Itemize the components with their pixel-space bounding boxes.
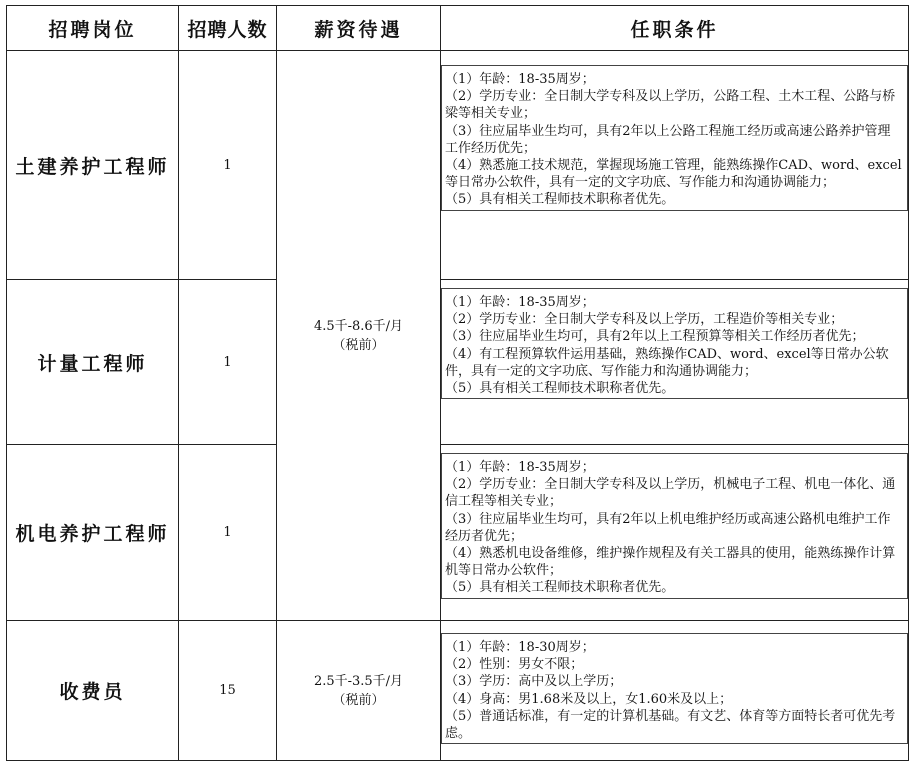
requirement-item: （1）年龄：18-35周岁； bbox=[445, 72, 595, 87]
requirement-item: （3）往应届毕业生均可，具有2年以上机电维护经历或高速公路机电维护工作经历者优先； bbox=[445, 511, 891, 544]
recruitment-table bbox=[6, 5, 909, 761]
count-cell: 15 bbox=[179, 621, 277, 761]
requirement-item: （5）普通话标准，有一定的计算机基础。有文艺、体育等方面特长者可优先考虑。 bbox=[445, 708, 896, 742]
requirement-item: （5）具有相关工程师技术职称者优先。 bbox=[445, 192, 675, 208]
salary-cell bbox=[277, 621, 441, 761]
requirement-item: （4）熟悉机电设备维修，维护操作规程及有关工器具的使用，能熟练操作计算机等日常办公软件； bbox=[445, 546, 896, 579]
salary-note: （税前） bbox=[332, 337, 385, 353]
requirements-list bbox=[441, 288, 908, 399]
requirement-item: （4）有工程预算软件运用基础，熟练操作CAD、word、excel等日常办公软件，具有一定的文字功底、写作能力和沟通协调能力； bbox=[445, 346, 889, 379]
header-row bbox=[7, 6, 909, 51]
salary-cell bbox=[277, 51, 441, 621]
header-salary: 薪资待遇 bbox=[277, 6, 441, 51]
salary-range: 4.5千-8.6千/月 bbox=[313, 318, 404, 334]
header-position: 招聘岗位 bbox=[7, 6, 179, 51]
requirements-list bbox=[441, 65, 908, 211]
count-cell: 1 bbox=[179, 445, 277, 621]
requirement-item: （4）熟悉施工技术规范，掌握现场施工管理，能熟练操作CAD、word、excel等日常办公软件，具有一定的文字功底、写作能力和沟通协调能力； bbox=[445, 158, 902, 191]
position-cell: 机电养护工程师 bbox=[7, 445, 179, 621]
requirement-item: （3）学历：高中及以上学历； bbox=[445, 674, 623, 690]
requirement-item: （1）年龄：18-35周岁； bbox=[445, 460, 595, 475]
requirement-item: （1）年龄：18-35周岁； bbox=[445, 295, 595, 310]
table-row bbox=[7, 280, 909, 445]
requirement-item: （3）往应届毕业生均可，具有2年以上工程预算等相关工作经历者优先； bbox=[445, 329, 865, 345]
header-requirements: 任职条件 bbox=[441, 6, 909, 51]
position-cell: 收费员 bbox=[7, 621, 179, 761]
salary-note: （税前） bbox=[332, 692, 385, 708]
requirement-item: （2）性别：男女不限； bbox=[445, 657, 584, 673]
count-cell: 1 bbox=[179, 280, 277, 445]
requirement-item: （2）学历专业：全日制大学专科及以上学历，公路工程、土木工程、公路与桥梁等相关专业； bbox=[445, 89, 896, 122]
table-row bbox=[7, 445, 909, 621]
position-cell: 土建养护工程师 bbox=[7, 51, 179, 280]
table-row bbox=[7, 621, 909, 761]
requirements-cell bbox=[441, 621, 909, 761]
requirement-item: （2）学历专业：全日制大学专科及以上学历，机械电子工程、机电一体化、通信工程等相关专业； bbox=[445, 477, 896, 510]
requirement-item: （4）身高：男1.68米及以上，女1.60米及以上； bbox=[445, 691, 733, 707]
requirement-item: （2）学历专业：全日制大学专科及以上学历，工程造价等相关专业； bbox=[445, 312, 844, 328]
requirement-item: （5）具有相关工程师技术职称者优先。 bbox=[445, 381, 675, 397]
header-count: 招聘人数 bbox=[179, 6, 277, 51]
requirements-list bbox=[441, 633, 908, 744]
count-cell: 1 bbox=[179, 51, 277, 280]
requirements-cell bbox=[441, 280, 909, 445]
requirements-cell bbox=[441, 445, 909, 621]
requirement-item: （3）往应届毕业生均可，具有2年以上公路工程施工经历或高速公路养护管理工作经历优先； bbox=[445, 123, 891, 156]
salary-range: 2.5千-3.5千/月 bbox=[313, 673, 404, 689]
table-row bbox=[7, 51, 909, 280]
requirement-item: （1）年龄：18-30周岁； bbox=[445, 640, 595, 655]
position-cell: 计量工程师 bbox=[7, 280, 179, 445]
requirement-item: （5）具有相关工程师技术职称者优先。 bbox=[445, 580, 675, 596]
requirements-list bbox=[441, 453, 908, 599]
requirements-cell bbox=[441, 51, 909, 280]
